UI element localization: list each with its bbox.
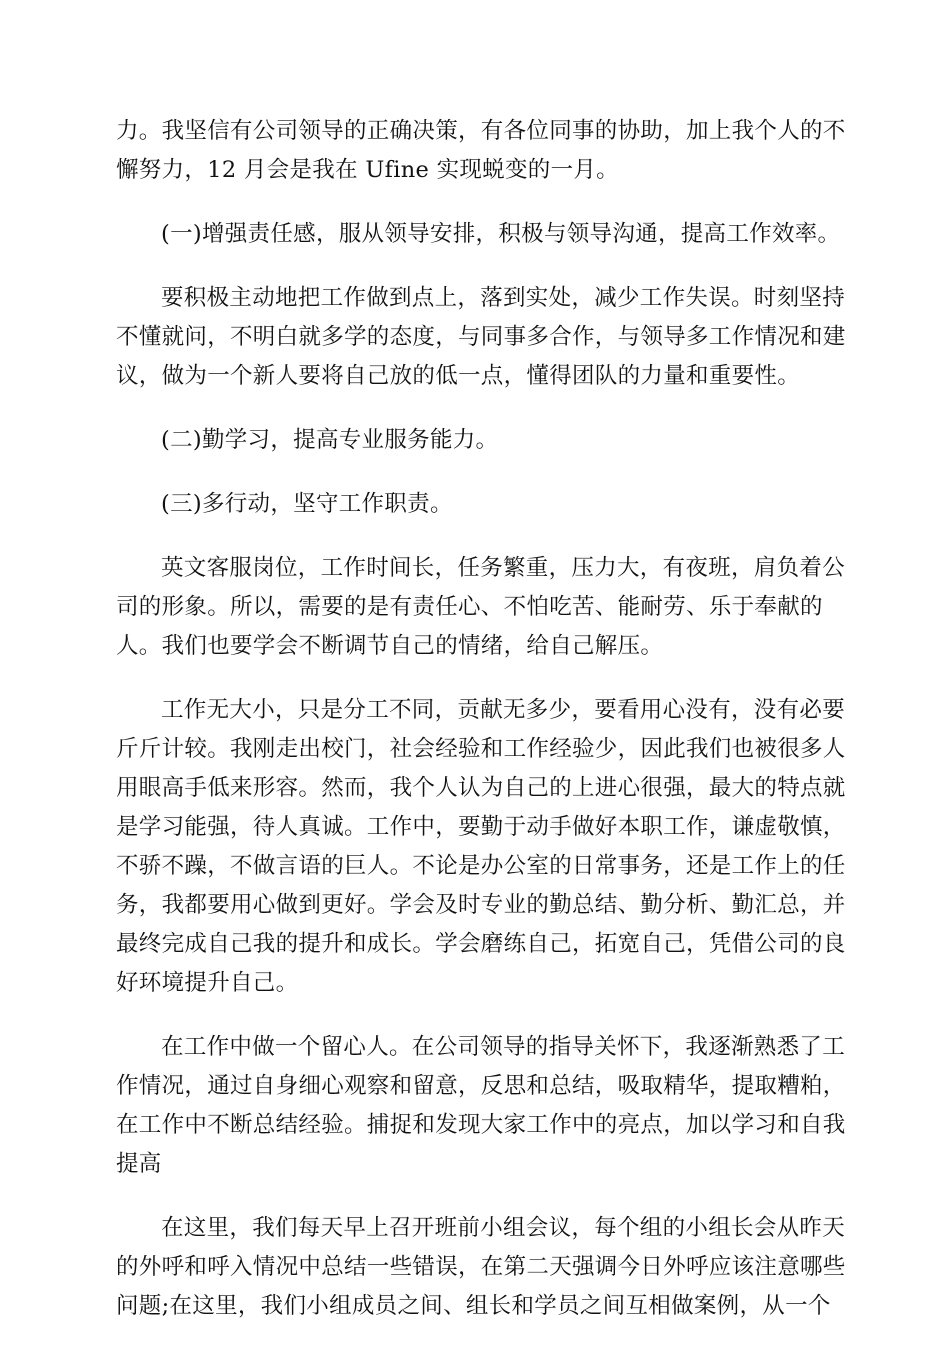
paragraph (116, 1028, 846, 1184)
text-line: (三)多行动，坚守工作职责。 (161, 491, 453, 517)
text-line: 议，做为一个新人要将自己放的低一点，懂得团队的力量和重要性。 (116, 363, 801, 389)
text-line: 英文客服岗位，工作时间长，任务繁重，压力大，有夜班，肩负着公 (161, 555, 846, 581)
text-line: 提高 (116, 1151, 162, 1177)
paragraph (116, 1209, 846, 1326)
text-line: 不懂就问，不明白就多学的态度，与同事多合作，与领导多工作情况和建 (116, 324, 846, 350)
paragraph (116, 112, 846, 190)
text-line: (一)增强责任感，服从领导安排，积极与领导沟通，提高工作效率。 (161, 221, 841, 247)
paragraph (116, 215, 841, 254)
text-line: 力。我坚信有公司领导的正确决策，有各位同事的协助，加上我个人的不 (116, 118, 846, 144)
text-line: 斤斤计较。我刚走出校门，社会经验和工作经验少，因此我们也被很多人 (116, 736, 846, 762)
text-line: 在工作中做一个留心人。在公司领导的指导关怀下，我逐渐熟悉了工 (161, 1034, 846, 1060)
document-body (116, 112, 846, 1351)
paragraph (116, 549, 846, 666)
text-line: 作情况，通过自身细心观察和留意，反思和总结，吸取精华，提取糟粕， (116, 1073, 846, 1099)
text-line: 不骄不躁，不做言语的巨人。不论是办公室的日常事务，还是工作上的任 (116, 853, 846, 879)
text-line: 是学习能强，待人真诚。工作中，要勤于动手做好本职工作，谦虚敬慎， (116, 814, 846, 840)
text-line: (二)勤学习，提高专业服务能力。 (161, 427, 499, 453)
paragraph (116, 421, 834, 460)
text-line: 务，我都要用心做到更好。学会及时专业的勤总结、勤分析、勤汇总，并 (116, 892, 846, 918)
paragraph (116, 691, 846, 1003)
paragraph (116, 279, 846, 396)
paragraph (116, 485, 834, 524)
text-line: 在这里，我们每天早上召开班前小组会议，每个组的小组长会从昨天 (161, 1215, 846, 1241)
text-line: 好环境提升自己。 (116, 970, 299, 996)
text-line: 司的形象。所以，需要的是有责任心、不怕吃苦、能耐劳、乐于奉献的 (116, 594, 823, 620)
text-line: 懈努力，12 月会是我在 Ufine 实现蜕变的一月。 (116, 157, 619, 183)
text-line: 用眼高手低来形容。然而，我个人认为自己的上进心很强，最大的特点就 (116, 775, 846, 801)
text-line: 的外呼和呼入情况中总结一些错误，在第二天强调今日外呼应该注意哪些 (116, 1254, 846, 1280)
text-line: 最终完成自己我的提升和成长。学会磨练自己，拓宽自己，凭借公司的良 (116, 931, 846, 957)
text-line: 要积极主动地把工作做到点上，落到实处，减少工作失误。时刻坚持 (161, 285, 846, 311)
text-line: 问题;在这里，我们小组成员之间、组长和学员之间互相做案例，从一个 (116, 1293, 831, 1319)
text-line: 在工作中不断总结经验。捕捉和发现大家工作中的亮点，加以学习和自我 (116, 1112, 846, 1138)
text-line: 人。我们也要学会不断调节自己的情绪，给自己解压。 (116, 633, 664, 659)
text-line: 工作无大小，只是分工不同，贡献无多少，要看用心没有，没有必要 (161, 697, 846, 723)
